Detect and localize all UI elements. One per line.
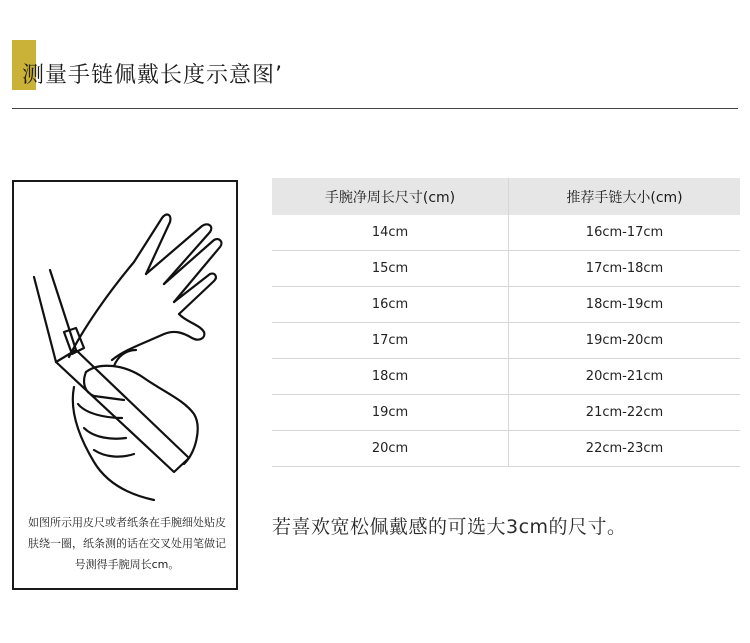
column-header-bracelet: 推荐手链大小(cm) [509, 178, 741, 215]
bracelet-size-cell: 22cm-23cm [509, 431, 741, 467]
wrist-size-cell: 14cm [272, 215, 509, 251]
wrist-size-cell: 15cm [272, 251, 509, 287]
wrist-size-cell: 20cm [272, 431, 509, 467]
loose-fit-note: 若喜欢宽松佩戴感的可选大3cm的尺寸。 [272, 516, 627, 538]
table-row [272, 395, 740, 431]
wrist-size-cell: 19cm [272, 395, 509, 431]
wrist-size-cell: 17cm [272, 323, 509, 359]
bracelet-size-cell: 19cm-20cm [509, 323, 741, 359]
table-row [272, 287, 740, 323]
table-row [272, 251, 740, 287]
measurement-illustration [12, 180, 238, 590]
bracelet-size-cell: 16cm-17cm [509, 215, 741, 251]
measurement-caption: 如图所示用皮尺或者纸条在手腕细处贴皮肤绕一圈，纸条测的话在交叉处用笔做记号测得手腕周长cm。 [28, 516, 226, 571]
table-header-row [272, 178, 740, 215]
size-chart-table [272, 178, 740, 467]
table-row [272, 359, 740, 395]
table-row [272, 431, 740, 467]
page-title: 测量手链佩戴长度示意图’ [22, 63, 283, 88]
title-divider [12, 108, 738, 109]
column-header-wrist: 手腕净周长尺寸(cm) [272, 178, 509, 215]
table-row [272, 215, 740, 251]
wrist-size-cell: 18cm [272, 359, 509, 395]
table-row [272, 323, 740, 359]
bracelet-size-cell: 21cm-22cm [509, 395, 741, 431]
hand-measuring-wrist-icon [14, 182, 236, 502]
bracelet-size-cell: 20cm-21cm [509, 359, 741, 395]
wrist-size-cell: 16cm [272, 287, 509, 323]
bracelet-size-cell: 18cm-19cm [509, 287, 741, 323]
bracelet-size-cell: 17cm-18cm [509, 251, 741, 287]
